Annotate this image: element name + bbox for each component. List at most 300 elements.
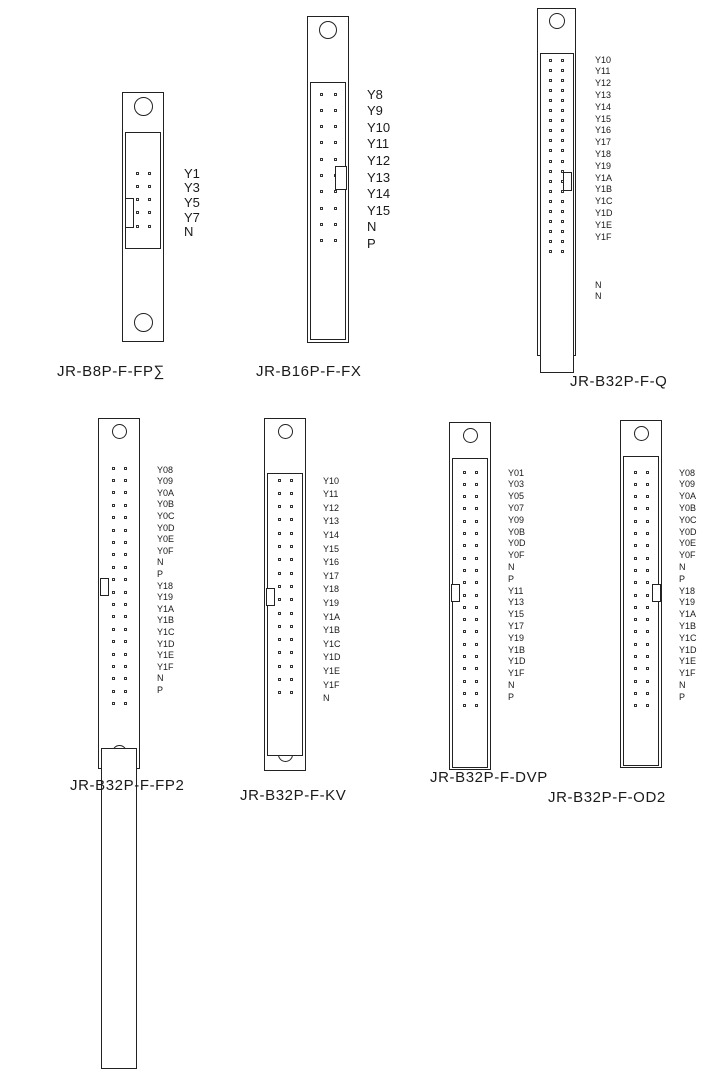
pin-9	[463, 520, 466, 523]
pin-21	[634, 594, 637, 597]
right-pin-label: Y1B	[595, 184, 613, 195]
right-pin-label: Y0B	[157, 499, 175, 510]
pin-39	[112, 702, 115, 705]
pin-6	[475, 495, 478, 498]
right-pin-label: P	[679, 691, 686, 702]
pin-21	[549, 160, 552, 163]
right-pin-label: Y18	[595, 148, 612, 159]
right-pin-label: Y15	[323, 543, 340, 554]
pin-29	[278, 665, 281, 668]
connector-caption: JR-B32P-F-OD2	[548, 789, 666, 806]
right-pin-label: Y12	[595, 78, 612, 89]
pin-18	[334, 223, 337, 226]
polarization-key	[266, 588, 275, 606]
pin-17	[320, 223, 323, 226]
right-pin-label: Y1B	[679, 620, 697, 631]
pin-2	[561, 59, 564, 62]
right-pin-label: N	[679, 679, 686, 690]
pin-13	[112, 541, 115, 544]
pin-10	[646, 520, 649, 523]
right-pin-label: Y1A	[157, 603, 175, 614]
pin-3	[136, 185, 139, 188]
pin-1	[549, 59, 552, 62]
right-pin-label: Y11	[323, 489, 339, 500]
right-pin-label: Y1D	[679, 644, 697, 655]
right-pin-label: Y09	[157, 476, 174, 487]
pin-12	[290, 545, 293, 548]
right-pin-label: Y13	[367, 169, 391, 185]
pin-25	[278, 638, 281, 641]
pin-4	[646, 483, 649, 486]
header-body	[540, 53, 574, 373]
right-pin-label: Y1B	[508, 644, 526, 655]
pin-23	[112, 603, 115, 606]
pin-29	[634, 643, 637, 646]
pin-2	[148, 172, 151, 175]
pin-5	[634, 495, 637, 498]
right-pin-label: Y5	[184, 194, 200, 210]
pin-14	[646, 544, 649, 547]
pin-7	[463, 507, 466, 510]
right-pin-label: Y0A	[679, 491, 697, 502]
right-pin-label: Y1F	[508, 668, 525, 679]
header-body	[623, 456, 659, 766]
pin-11	[549, 109, 552, 112]
right-pin-label: Y19	[323, 597, 340, 608]
right-pin-label: Y1	[184, 165, 200, 181]
right-pin-label: Y17	[323, 570, 340, 581]
pin-18	[561, 139, 564, 142]
connector-caption: JR-B32P-F-Q	[570, 373, 668, 390]
pin-19	[463, 581, 466, 584]
pin-19	[278, 598, 281, 601]
pin-14	[124, 541, 127, 544]
pin-5	[112, 491, 115, 494]
right-pin-label: Y0E	[679, 538, 697, 549]
pin-10	[124, 516, 127, 519]
right-pin-label: Y05	[508, 491, 525, 502]
pin-39	[634, 704, 637, 707]
pin-24	[290, 625, 293, 628]
pin-4	[475, 483, 478, 486]
right-pin-label: Y1E	[679, 656, 697, 667]
pin-36	[561, 230, 564, 233]
pin-20	[646, 581, 649, 584]
pin-31	[463, 655, 466, 658]
right-pin-label: Y19	[595, 160, 612, 171]
right-pin-label: Y0A	[157, 487, 175, 498]
pin-8	[124, 504, 127, 507]
right-pin-label: Y0F	[679, 550, 696, 561]
top-mount-hole-icon	[112, 424, 127, 439]
pin-14	[290, 558, 293, 561]
pin-30	[290, 665, 293, 668]
right-pin-label: Y0C	[157, 510, 175, 521]
pin-38	[475, 692, 478, 695]
pin-4	[124, 479, 127, 482]
pin-33	[634, 667, 637, 670]
top-mount-hole-icon	[463, 428, 478, 443]
pin-26	[124, 615, 127, 618]
right-pin-label: Y19	[508, 632, 525, 643]
pin-4	[561, 69, 564, 72]
pin-20	[290, 598, 293, 601]
pin-14	[334, 190, 337, 193]
pin-35	[549, 230, 552, 233]
header-body	[310, 82, 346, 340]
right-pin-label: Y18	[323, 584, 340, 595]
pin-17	[112, 566, 115, 569]
pin-8	[646, 507, 649, 510]
pin-22	[646, 594, 649, 597]
header-body	[452, 458, 488, 768]
pin-23	[549, 170, 552, 173]
right-pin-label: N	[157, 673, 164, 684]
right-pin-label: Y1F	[679, 668, 696, 679]
polarization-key	[335, 166, 347, 190]
pin-24	[124, 603, 127, 606]
pin-18	[646, 569, 649, 572]
pin-5	[549, 79, 552, 82]
right-pin-label: Y18	[679, 585, 696, 596]
right-pin-label: Y17	[595, 137, 612, 148]
pin-19	[112, 578, 115, 581]
pin-26	[290, 638, 293, 641]
header-body	[101, 748, 137, 1069]
pin-1	[320, 93, 323, 96]
right-pin-label: P	[508, 691, 515, 702]
pin-18	[475, 569, 478, 572]
pin-6	[561, 79, 564, 82]
pin-27	[549, 190, 552, 193]
pin-34	[124, 665, 127, 668]
pin-17	[278, 585, 281, 588]
pin-34	[646, 667, 649, 670]
right-pin-label: Y1D	[595, 207, 613, 218]
pin-7	[320, 141, 323, 144]
pin-13	[278, 558, 281, 561]
pin-32	[475, 655, 478, 658]
pin-27	[112, 628, 115, 631]
right-pin-label: Y11	[595, 66, 611, 77]
right-pin-label: Y1C	[323, 638, 341, 649]
right-pin-label: Y14	[323, 529, 340, 540]
right-pin-label: Y16	[323, 557, 340, 568]
pin-32	[646, 655, 649, 658]
right-pin-label: Y03	[508, 479, 525, 490]
pin-2	[290, 479, 293, 482]
pin-22	[290, 612, 293, 615]
right-pin-label: Y09	[679, 479, 696, 490]
pin-6	[148, 198, 151, 201]
pin-9	[278, 532, 281, 535]
pin-39	[549, 250, 552, 253]
pin-6	[646, 495, 649, 498]
right-pin-label: P	[367, 235, 376, 251]
polarization-key	[125, 198, 134, 228]
pin-28	[124, 628, 127, 631]
pin-17	[463, 569, 466, 572]
right-pin-label: Y1A	[679, 609, 697, 620]
right-pin-label: Y1C	[595, 196, 613, 207]
pin-4	[148, 185, 151, 188]
pin-34	[290, 691, 293, 694]
pin-4	[334, 109, 337, 112]
right-pin-label: Y14	[595, 101, 612, 112]
pin-23	[634, 606, 637, 609]
pin-5	[463, 495, 466, 498]
pin-36	[475, 680, 478, 683]
right-pin-label: Y0D	[508, 538, 526, 549]
pin-33	[112, 665, 115, 668]
right-pin-label: Y0D	[157, 522, 175, 533]
right-pin-label: Y0D	[679, 526, 697, 537]
pin-16	[646, 557, 649, 560]
pin-40	[124, 702, 127, 705]
right-pin-label: N	[679, 561, 686, 572]
right-pin-label: Y1B	[157, 615, 175, 626]
right-pin-label: P	[157, 568, 164, 579]
pin-7	[549, 89, 552, 92]
pin-36	[124, 677, 127, 680]
pin-34	[561, 220, 564, 223]
pin-30	[475, 643, 478, 646]
pin-40	[475, 704, 478, 707]
pin-28	[290, 651, 293, 654]
pin-2	[124, 467, 127, 470]
pin-7	[136, 211, 139, 214]
polarization-key	[652, 584, 661, 602]
pin-20	[475, 581, 478, 584]
pin-31	[112, 653, 115, 656]
pin-35	[463, 680, 466, 683]
right-pin-label: Y1E	[595, 219, 613, 230]
pin-13	[634, 544, 637, 547]
pin-33	[549, 220, 552, 223]
pin-25	[634, 618, 637, 621]
pin-27	[634, 630, 637, 633]
pin-12	[124, 529, 127, 532]
pin-31	[549, 210, 552, 213]
right-pin-label: N	[508, 679, 515, 690]
pin-3	[463, 483, 466, 486]
pin-34	[475, 667, 478, 670]
right-pin-label: Y10	[595, 54, 612, 65]
pin-1	[634, 471, 637, 474]
pin-21	[112, 591, 115, 594]
pin-17	[549, 139, 552, 142]
top-mount-hole-icon	[278, 424, 293, 439]
pin-31	[278, 678, 281, 681]
right-pin-label: Y1D	[323, 652, 341, 663]
pin-12	[475, 532, 478, 535]
right-pin-label: Y8	[367, 86, 383, 102]
right-pin-label: Y1E	[157, 650, 175, 661]
pin-10	[561, 99, 564, 102]
pin-22	[124, 591, 127, 594]
header-body	[125, 132, 161, 249]
pin-19	[320, 239, 323, 242]
pin-24	[646, 606, 649, 609]
right-pin-label: N	[595, 290, 602, 301]
right-pin-label: P	[157, 684, 164, 695]
right-pin-label: N	[367, 219, 377, 235]
pin-1	[278, 479, 281, 482]
pin-27	[278, 651, 281, 654]
pin-12	[561, 109, 564, 112]
right-pin-label: Y07	[508, 502, 525, 513]
pin-9	[549, 99, 552, 102]
pin-26	[475, 618, 478, 621]
pin-11	[634, 532, 637, 535]
pin-29	[463, 643, 466, 646]
right-pin-label: Y1D	[157, 638, 175, 649]
pin-3	[112, 479, 115, 482]
right-pin-label: Y1F	[323, 679, 340, 690]
pin-32	[561, 210, 564, 213]
right-pin-label: Y12	[367, 152, 391, 168]
pin-16	[290, 572, 293, 575]
pin-15	[320, 207, 323, 210]
right-pin-label: Y1C	[157, 626, 175, 637]
right-pin-label: Y13	[595, 89, 612, 100]
pin-3	[278, 492, 281, 495]
pin-15	[549, 129, 552, 132]
pin-30	[124, 640, 127, 643]
pin-30	[561, 200, 564, 203]
pin-13	[463, 544, 466, 547]
pin-13	[549, 119, 552, 122]
right-pin-label: P	[508, 573, 515, 584]
pin-26	[646, 618, 649, 621]
pin-2	[475, 471, 478, 474]
pin-27	[463, 630, 466, 633]
pin-23	[278, 625, 281, 628]
right-pin-label: Y0C	[679, 514, 697, 525]
pin-25	[549, 180, 552, 183]
right-pin-label: Y11	[508, 585, 524, 596]
pin-25	[112, 615, 115, 618]
polarization-key	[100, 578, 109, 596]
pin-10	[475, 520, 478, 523]
pin-2	[334, 93, 337, 96]
right-pin-label: Y19	[157, 592, 174, 603]
pin-11	[463, 532, 466, 535]
pin-7	[634, 507, 637, 510]
pin-38	[646, 692, 649, 695]
pin-4	[290, 492, 293, 495]
connector-caption: JR-B32P-F-DVP	[430, 769, 548, 786]
right-pin-label: P	[679, 573, 686, 584]
pin-8	[475, 507, 478, 510]
right-pin-label: Y0B	[679, 502, 697, 513]
pin-15	[278, 572, 281, 575]
connector-caption: JR-B32P-F-FP2	[70, 777, 185, 794]
top-mount-hole-icon	[319, 21, 337, 39]
pin-5	[320, 125, 323, 128]
right-pin-label: Y7	[184, 209, 200, 225]
right-pin-label: N	[508, 561, 515, 572]
polarization-key	[451, 584, 460, 602]
pin-22	[561, 160, 564, 163]
pin-29	[549, 200, 552, 203]
pin-9	[112, 516, 115, 519]
pin-5	[136, 198, 139, 201]
right-pin-label: Y17	[508, 620, 525, 631]
pin-16	[561, 129, 564, 132]
top-mount-hole-icon	[549, 13, 565, 29]
pin-8	[334, 141, 337, 144]
connector-caption: JR-B32P-F-KV	[240, 787, 347, 804]
pin-36	[646, 680, 649, 683]
pin-28	[646, 630, 649, 633]
pin-21	[278, 612, 281, 615]
pin-14	[475, 544, 478, 547]
right-pin-label: Y13	[323, 516, 340, 527]
pin-37	[463, 692, 466, 695]
right-pin-label: Y1A	[595, 172, 613, 183]
pin-15	[463, 557, 466, 560]
pin-6	[290, 505, 293, 508]
pin-25	[463, 618, 466, 621]
pin-3	[634, 483, 637, 486]
pin-8	[561, 89, 564, 92]
pin-29	[112, 640, 115, 643]
pin-33	[278, 691, 281, 694]
pin-37	[634, 692, 637, 695]
right-pin-label: N	[595, 279, 602, 290]
pin-37	[112, 690, 115, 693]
pin-24	[475, 606, 478, 609]
top-mount-hole-icon	[134, 97, 153, 116]
right-pin-label: Y9	[367, 103, 383, 119]
connector-caption: JR-B16P-F-FX	[256, 363, 362, 380]
polarization-key	[563, 172, 572, 191]
pin-9	[136, 225, 139, 228]
pin-9	[320, 158, 323, 161]
pin-20	[124, 578, 127, 581]
pin-10	[334, 158, 337, 161]
pin-11	[112, 529, 115, 532]
pin-7	[112, 504, 115, 507]
pin-3	[320, 109, 323, 112]
right-pin-label: Y1F	[595, 231, 612, 242]
pin-1	[112, 467, 115, 470]
pin-15	[634, 557, 637, 560]
header-body	[267, 473, 303, 756]
pin-38	[561, 240, 564, 243]
pin-16	[124, 553, 127, 556]
right-pin-label: N	[323, 693, 330, 704]
pin-23	[463, 606, 466, 609]
pin-13	[320, 190, 323, 193]
pin-11	[320, 174, 323, 177]
pin-16	[334, 207, 337, 210]
right-pin-label: Y0F	[157, 545, 174, 556]
pin-1	[136, 172, 139, 175]
pin-5	[278, 505, 281, 508]
right-pin-label: Y1B	[323, 625, 341, 636]
pin-2	[646, 471, 649, 474]
pin-22	[475, 594, 478, 597]
right-pin-label: Y16	[595, 125, 612, 136]
pin-6	[124, 491, 127, 494]
right-pin-label: Y15	[595, 113, 612, 124]
right-pin-label: Y15	[508, 609, 525, 620]
pin-9	[634, 520, 637, 523]
pin-30	[646, 643, 649, 646]
pin-1	[463, 471, 466, 474]
